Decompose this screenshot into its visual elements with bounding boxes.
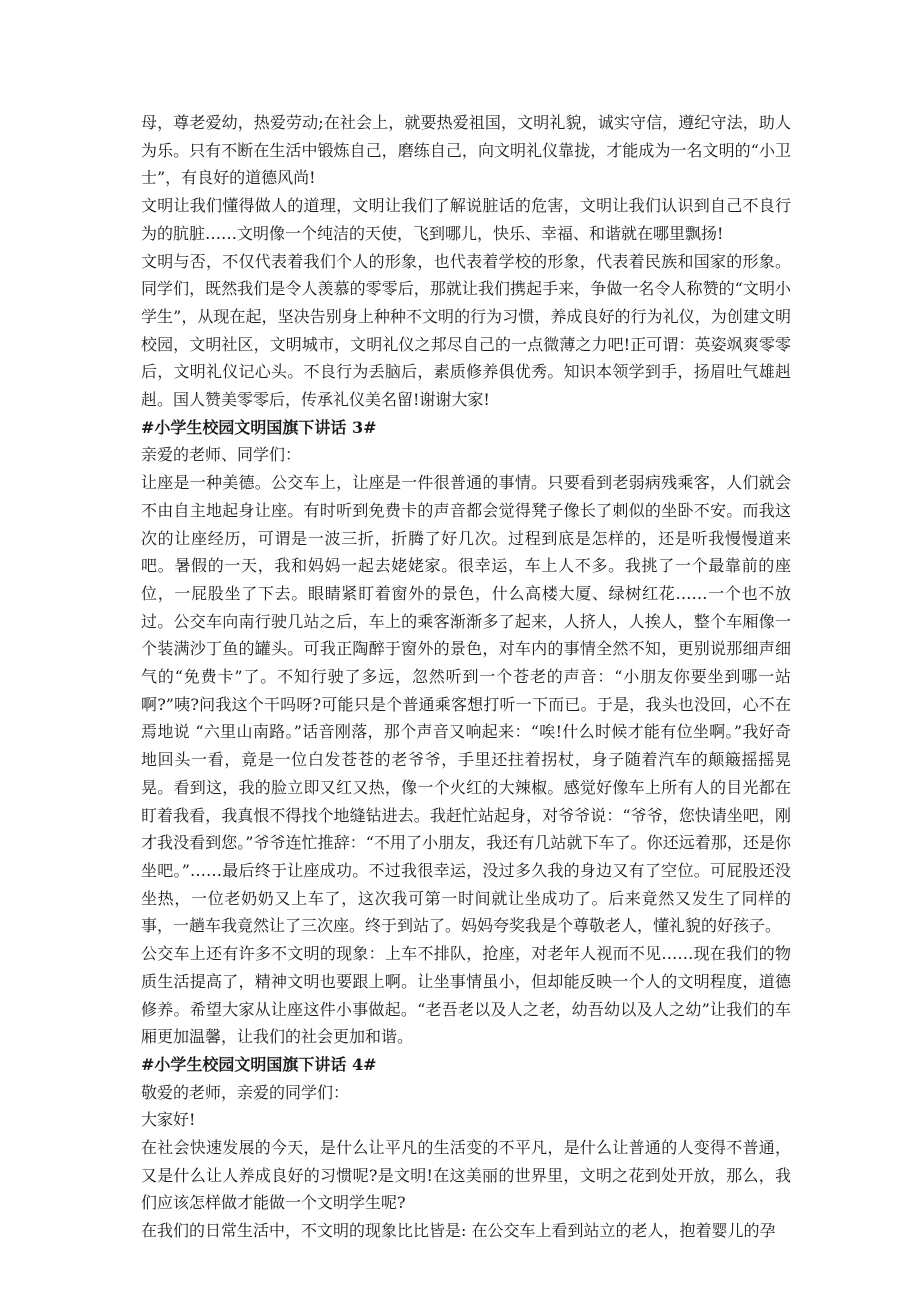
paragraph: 公交车上还有许多不文明的现象：上车不排队，抢座，对老年人视而不见……现在我们的物质生活提高了，精神文明也要跟上啊。让坐事情虽小，但却能反映一个人的文明程度，道德修养。希望大家从让座这件小事做起。“老吾老以及人之老，幼吾幼以及人之幼”让我们的车厢更加温馨，让我们的社会更加和谐。	[141, 944, 791, 1047]
paragraph: 母，尊老爱幼，热爱劳动;在社会上，就要热爱祖国，文明礼貌，诚实守信，遵纪守法，助人为乐。只有不断在生活中锻炼自己，磨练自己，向文明礼仪靠拢，才能成为一名文明的“小卫士”，有良好的道德风尚!	[141, 113, 791, 188]
greeting: 大家好!	[141, 1110, 196, 1130]
salutation: 亲爱的老师、同学们：	[141, 445, 302, 465]
document-body	[141, 109, 791, 1245]
paragraph: 文明与否，不仅代表着我们个人的形象，也代表着学校的形象，代表着民族和国家的形象。同学们，既然我们是令人羡慕的零零后，那就让我们携起手来，争做一名令人称赞的“文明小学生”，从现在起，坚决告别身上种种不文明的行为习惯，养成良好的行为礼仪，为创建文明校园，文明社区，文明城市，文明礼仪之邦尽自己的一点微薄之力吧!正可谓：英姿飒爽零零后，文明礼仪记心头。不良行为丢脑后，素质修养俱优秀。知识本领学到手，扬眉吐气雄赳赳。国人赞美零零后，传承礼仪美名留!谢谢大家!	[141, 251, 791, 410]
section-heading: #小学生校园文明国旗下讲话 4#	[141, 1054, 377, 1074]
section-heading: #小学生校园文明国旗下讲话 3#	[141, 417, 377, 437]
paragraph: 文明让我们懂得做人的道理，文明让我们了解说脏话的危害，文明让我们认识到自己不良行为的肮脏……文明像一个纯洁的天使，飞到哪儿，快乐、幸福、和谐就在哪里飘扬!	[141, 196, 791, 243]
paragraph: 在我们的日常生活中，不文明的现象比比皆是: 在公交车上看到站立的老人，抱着婴儿的孕	[141, 1221, 776, 1241]
paragraph: 在社会快速发展的今天，是什么让平凡的生活变的不平凡，是什么让普通的人变得不普通，又是什么让人养成良好的习惯呢?是文明!在这美丽的世界里，文明之花到处开放，那么，我们应该怎样做才能做一个文明学生呢?	[141, 1138, 791, 1213]
salutation: 敬爱的老师，亲爱的同学们：	[141, 1082, 350, 1102]
paragraph: 让座是一种美德。公交车上，让座是一件很普通的事情。只要看到老弱病残乘客，人们就会不由自主地起身让座。有时听到免费卡的声音都会觉得凳子像长了刺似的坐卧不安。而我这次的让座经历，可谓是一波三折，折腾了好几次。过程到底是怎样的，还是听我慢慢道来吧。暑假的一天，我和妈妈一起去姥姥家。很幸运，车上人不多。我挑了一个最靠前的座位，一屁股坐了下去。眼睛紧盯着窗外的景色，什么高楼大厦、绿树红花……一个也不放过。公交车向南行驶几站之后，车上的乘客渐渐多了起来，人挤人，人挨人，整个车厢像一个装满沙丁鱼的罐头。可我正陶醉于窗外的景色，对车内的事情全然不知，更别说那细声细气的“免费卡”了。不知行驶了多远，忽然听到一个苍老的声音：“小朋友你要坐到哪一站啊?”咦?问我这个干吗呀?可能只是个普通乘客想打听一下而已。于是，我头也没回，心不在焉地说 “六里山南路。”话音刚落，那个声音又响起来：“唉!什么时候才能有位坐啊。”我好奇地回头一看，竟是一位白发苍苍的老爷爷，手里还拄着拐杖，身子随着汽车的颠簸摇摇晃晃。看到这，我的脸立即又红又热，像一个火红的大辣椒。感觉好像车上所有人的目光都在盯着我看，我真恨不得找个地缝钻进去。我赶忙站起身，对爷爷说：“爷爷，您快请坐吧，刚才我没看到您。”爷爷连忙推辞：“不用了小朋友，我还有几站就下车了。你还远着那，还是你坐吧。”……最后终于让座成功。不过我很幸运，没过多久我的身边又有了空位。可屁股还没坐热，一位老奶奶又上车了，这次我可第一时间就让坐成功了。后来竟然又发生了同样的事，一趟车我竟然让了三次座。终于到站了。妈妈夸奖我是个尊敬老人，懂礼貌的好孩子。	[141, 473, 791, 936]
